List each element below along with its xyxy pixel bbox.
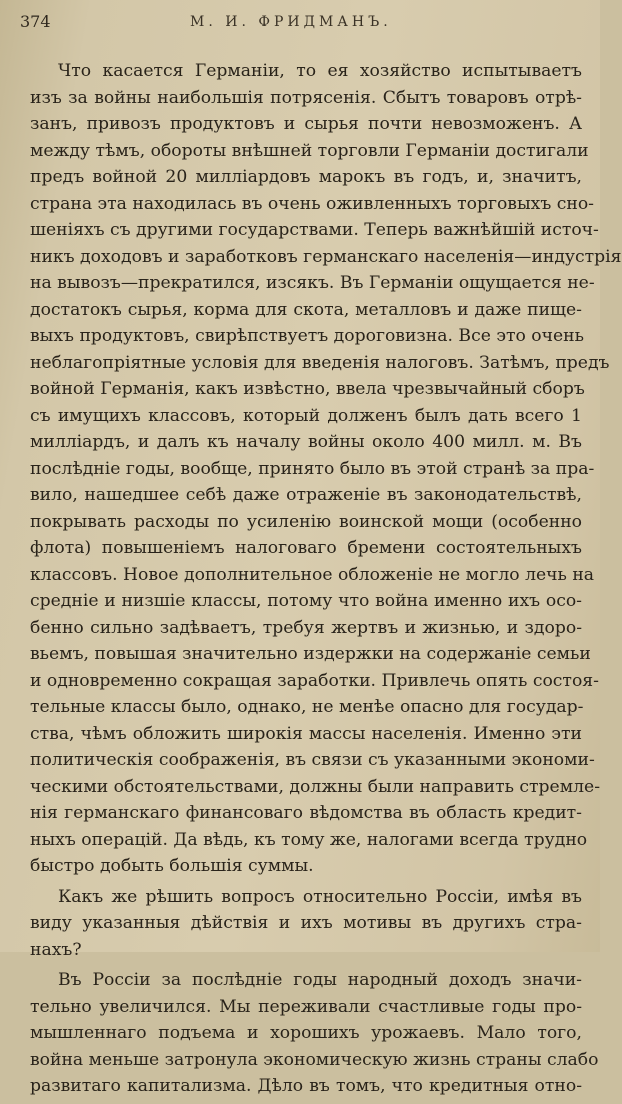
text-line: и одновременно сокращая заработки. Привлечь опять состоя- xyxy=(30,670,599,691)
text-line: политическія соображенія, въ связи съ указанными экономи- xyxy=(30,750,595,770)
text-line: съ имущихъ классовъ, который долженъ былъ дать всего 1 xyxy=(30,405,582,426)
text-line: мышленнаго подъема и хорошихъ урожаевъ. Мало того, xyxy=(30,1023,582,1043)
text-line: страна эта находилась въ очень оживленныхъ торговыхъ сно- xyxy=(30,193,594,214)
text-line: послѣдніе годы, вообще, принято было въ этой странѣ за пра- xyxy=(30,458,595,479)
page-header xyxy=(20,10,580,36)
paragraph xyxy=(30,967,599,1100)
text-line: изъ за войны наибольшія потрясенія. Сбытъ товаровъ отрѣ- xyxy=(30,87,582,108)
text-line: флота) повышеніемъ налоговаго бремени состоятельныхъ xyxy=(30,538,582,558)
running-head: М. И. ФРИДМАНЪ. xyxy=(190,14,392,30)
paragraph xyxy=(30,884,582,964)
text-line: между тѣмъ, обороты внѣшней торговли Германіи достигали xyxy=(30,140,589,161)
text-line: на вывозъ—прекратился, изсякъ. Въ Германіи ощущается не- xyxy=(30,273,595,293)
body-text xyxy=(30,58,622,1104)
text-line: покрывать расходы по усиленію воинской мощи (особенно xyxy=(30,511,582,532)
text-line: классовъ. Новое дополнительное обложеніе не могло лечь на xyxy=(30,564,595,585)
text-line: вьемъ, повышая значительно издержки на содержаніе семьи xyxy=(30,644,591,664)
text-line: предъ войной 20 милліардовъ марокъ въ годъ, и, значитъ, xyxy=(30,167,582,187)
text-line: никъ доходовъ и заработковъ германскаго населенія—индустрія xyxy=(30,246,622,267)
text-line: вило, нашедшее себѣ даже отраженіе въ законодательствѣ, xyxy=(30,485,582,505)
text-line: тельные классы было, однако, не менѣе опасно для государ- xyxy=(30,697,584,717)
text-line: Какъ же рѣшить вопросъ относительно Россіи, имѣя въ xyxy=(58,886,582,907)
page-number: 374 xyxy=(20,12,51,31)
text-line: война меньше затронула экономическую жизнь страны слабо xyxy=(30,1049,599,1070)
text-line: средніе и низшіе классы, потому что война именно ихъ осо- xyxy=(30,591,582,611)
text-line: достатокъ сырья, корма для скота, металловъ и даже пище- xyxy=(30,299,582,320)
text-line: занъ, привозъ продуктовъ и сырья почти невозможенъ. А xyxy=(30,114,582,134)
text-line: нахъ? xyxy=(30,939,82,960)
text-line: виду указанныя дѣйствія и ихъ мотивы въ другихъ стра- xyxy=(30,913,582,933)
text-line: ческими обстоятельствами, должны были направить стремле- xyxy=(30,776,600,797)
text-line: ства, чѣмъ обложить широкія массы населенія. Именно эти xyxy=(30,723,582,744)
text-line: неблагопріятные условія для введенія налоговъ. Затѣмъ, предъ xyxy=(30,352,610,373)
text-line: выхъ продуктовъ, свирѣпствуетъ дороговизна. Все это очень xyxy=(30,326,584,346)
text-line: быстро добыть большія суммы. xyxy=(30,856,314,876)
text-line: ныхъ операцій. Да вѣдь, къ тому же, налогами всегда трудно xyxy=(30,829,588,850)
text-line: тельно увеличился. Мы переживали счастливые годы про- xyxy=(30,996,582,1017)
text-line: нія германскаго финансоваго вѣдомства въ область кредит- xyxy=(30,803,582,823)
text-line: развитаго капитализма. Дѣло въ томъ, что кредитныя отно- xyxy=(30,1076,582,1096)
paragraph xyxy=(30,58,622,880)
text-line: Въ Россіи за послѣдніе годы народный доходъ значи- xyxy=(58,970,582,990)
text-line: войной Германія, какъ извѣстно, ввела чрезвычайный сборъ xyxy=(30,379,585,399)
text-line: шеніяхъ съ другими государствами. Теперь важнѣйшій источ- xyxy=(30,220,599,240)
text-line: Что касается Германіи, то ея хозяйство испытываетъ xyxy=(58,61,582,81)
text-line: бенно сильно задѣваетъ, требуя жертвъ и жизнью, и здоро- xyxy=(30,617,582,638)
text-line: милліардъ, и далъ къ началу войны около 400 милл. м. Въ xyxy=(30,432,582,452)
